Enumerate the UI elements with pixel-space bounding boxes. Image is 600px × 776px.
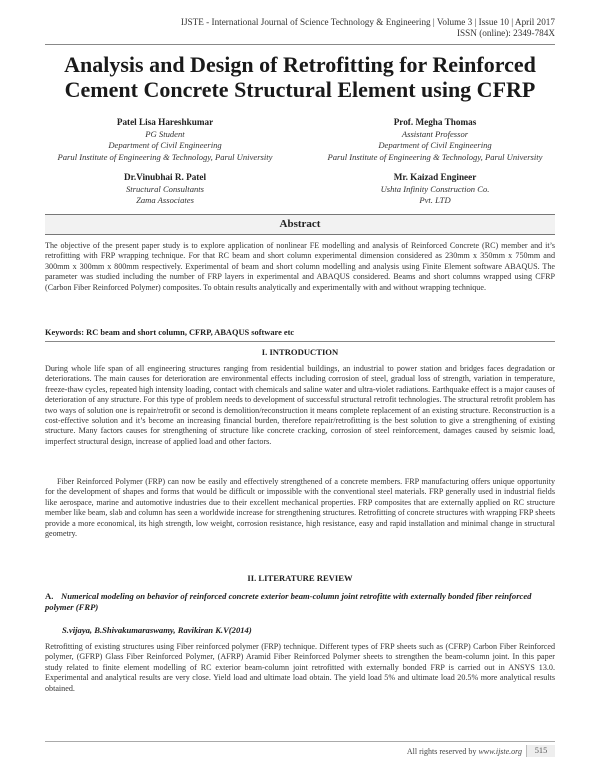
author-block-1 [30,117,300,163]
subsection-heading [45,591,555,613]
footer-site-link[interactable]: www.ijste.org [478,747,522,756]
abstract-rule [45,341,555,342]
footer-text [407,747,522,756]
author-block-2 [300,117,570,163]
journal-line: IJSTE - International Journal of Science Technology & Engineering | Volume 3 | Issue 10 | April 2017 [180,17,555,27]
abstract-text: The objective of the present paper study is to explore application of nonlinear FE modelling and analysis of Reinforced Concrete (RC) member and it’s retrofitting with FRP wrapping technique. For that RC beam and short column experimental dimension considered as 230mm x 350mm x 750mm and 300mm x 300mm x 800mm respectively. Experimental of beam and short column modelling and analysis using Finite Element software ABAQUS. The parameter was studied including the number of FRP layers in experimental and ABAQUS considered. Beams and short columns wrapped using CFRP (Carbon Fiber Reinforced Polymer) composites. To obtain results analytically and experimentally with and without wrapping technique. [45,241,555,292]
citation-authors: S.vijaya, B.Shivakumaraswamy, Ravikiran K.V(2014) [62,625,252,635]
section-heading-literature: II. LITERATURE REVIEW [247,573,353,583]
paper-title [30,52,570,102]
author-block-4 [300,172,570,207]
abstract-heading: Abstract [279,218,321,230]
author-dept: Zama Associates [136,195,194,205]
header-rule [45,44,555,45]
title-line-1: Analysis and Design of Retrofitting for Reinforced [64,52,536,77]
subsection-letter: A. [45,591,54,601]
author-role: Structural Consultants [125,183,205,194]
literature-paragraph-1: Retrofitting of existing structures using Fiber reinforced polymer (FRP) technique. Different types of FRP sheets such as (CFRP) Carbon Fiber Reinforced polymer, (GFRP) Glass Fiber Reinforced Polymer, (AFRP) Aramid Fiber Reinforced Polymer sheets to strengthen the beam-column joint. In this paper study related to finite element modelling of RC exterior beam-column joint retrofitted with externally bonded FRP is carried out in ANSYS 13.0. Experimental and analytical results are very close. Yield load and ultimate load obtain. The yield load 5% and ultimate load 20.5% more analytical results obtained. [45,642,555,693]
issn-line: ISSN (online): 2349-784X [457,28,555,38]
section-heading-introduction: I. INTRODUCTION [261,347,339,357]
footer-rights: All rights reserved by [406,747,477,756]
author-dept: Department of Civil Engineering [378,140,492,150]
author-dept: Department of Civil Engineering [108,140,222,150]
author-role: Assistant Professor [401,128,469,139]
author-org: Parul Institute of Engineering & Technology, Parul University [327,151,543,162]
author-role: Ushta Infinity Construction Co. [380,183,490,194]
intro-paragraph-1: During whole life span of all engineering structures ranging from residential buildings, an industrial to power station and bridges faces degradation or deteriorations. The main causes for deterioration are environmental effects including corrosion of steel, gradual loss of strength, variation in temperature, freeze-thaw cycles, repeated high intensity loading, contact with chemicals and saline water and ultra-violet radiations. Earthquake effect is a major causes of deterioration of any structure. For this type of problem needs to development of successful structural retrofit technologies. The structural retrofit problem has two ways of solution one is repair/retrofit or second is demolition/reconstruction it means complete replacement of an existing structure. Reconstruction is a cost-effective solution and it’s become an increasing financial burden, therefore repair/retrofitting is the best solution to give a strengthening of existing structure. Many factors causes for strengthening of structure like concrete cracking, corrosion of steel reinforcement, damages caused by seismic load, imperfect structural design, increase of applied load and other factors. [45,364,556,446]
footer-rule [45,741,555,742]
author-name: Dr.Vinubhai R. Patel [123,172,207,182]
author-dept: Pvt. LTD [419,195,451,205]
author-block-3 [30,172,300,207]
author-name: Mr. Kaizad Engineer [393,172,477,182]
subsection-title: Numerical modeling on behavior of reinforced concrete exterior beam-column joint retrofitte with externally bonded fiber reinforced polymer (FRP) [45,591,532,612]
journal-header [181,17,555,39]
author-name: Patel Lisa Hareshkumar [116,117,214,127]
abstract-banner [45,214,555,235]
title-line-2: Cement Concrete Structural Element using CFRP [64,77,536,102]
author-role: PG Student [145,128,185,139]
keywords: Keywords: RC beam and short column, CFRP, ABAQUS software etc [45,328,295,337]
intro-paragraph-2: Fiber Reinforced Polymer (FRP) can now be easily and effectively strengthened of a concrete members. FRP manufacturing offers unique opportunity for the development of shapes and forms that would be difficult or impossible with the conventional steel materials. FRP generally used in industrial fields like aerospace, marine and automotive industries due to their excellent mechanical properties. FRP composites that are externally applied on RC structure member like beam, slab and column has seen a worldwide increase for strengthening structures. Retrofitting of concrete structures with wrapping FRP sheets provide a more economical, its high strength, low weight, corrosion resistance, high resistance, easy and rapid installation and minimal change in structural geometry. [45,477,555,539]
page-number: 515 [526,745,555,757]
author-org: Parul Institute of Engineering & Technology, Parul University [57,151,273,162]
author-name: Prof. Megha Thomas [393,117,477,127]
